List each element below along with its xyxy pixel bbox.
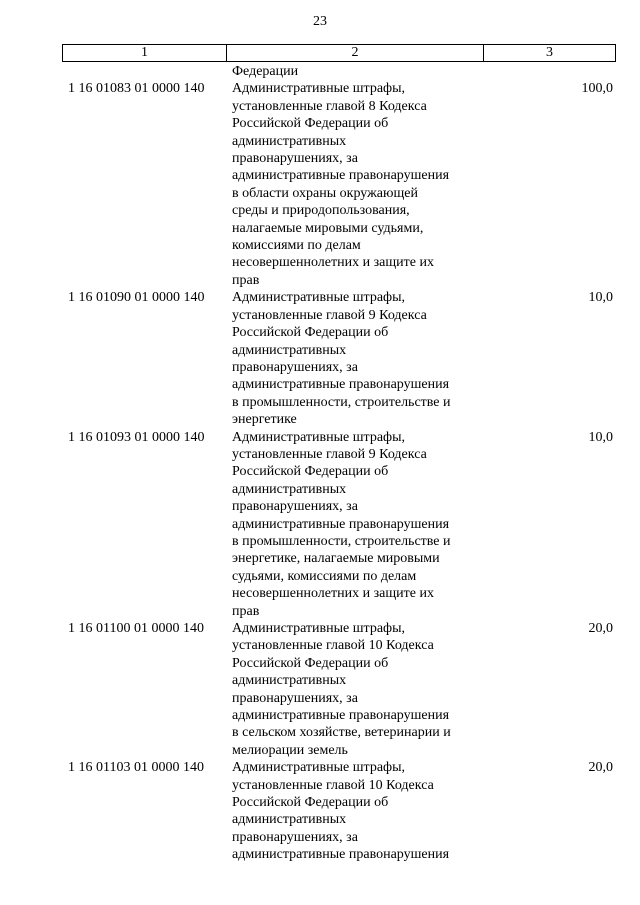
column-number-header xyxy=(62,44,616,62)
header-col-1: 1 xyxy=(63,45,227,62)
revenue-name-line: Административные штрафы, xyxy=(232,81,406,97)
revenue-name-line: установленные главой 8 Кодекса xyxy=(232,98,427,114)
revenue-name-line: налагаемые мировыми судьями, xyxy=(232,220,424,236)
revenue-name-line: прав xyxy=(232,603,260,619)
revenue-name-line: административных xyxy=(232,133,347,149)
revenue-name-line: прав xyxy=(232,272,260,288)
revenue-name-line: в промышленности, строительстве и xyxy=(232,394,451,410)
revenue-name xyxy=(232,80,482,289)
revenue-name xyxy=(232,289,482,428)
revenue-name-line: энергетике xyxy=(232,412,297,428)
revenue-code: 1 16 01103 01 0000 140 xyxy=(68,760,204,776)
revenue-name-line: правонарушениях, за xyxy=(232,690,358,706)
revenue-amount: 100,0 xyxy=(581,81,613,97)
revenue-rows xyxy=(62,80,614,863)
revenue-name-line: энергетике, налагаемые мировыми xyxy=(232,551,440,567)
revenue-name-line: Российской Федерации об xyxy=(232,655,389,671)
revenue-name-line: судьями, комиссиями по делам xyxy=(232,568,417,584)
revenue-name-line: установленные главой 9 Кодекса xyxy=(232,307,427,323)
revenue-name-line: административных xyxy=(232,481,347,497)
revenue-name-line: Административные штрафы, xyxy=(232,760,406,776)
revenue-name-line: Административные штрафы, xyxy=(232,290,406,306)
revenue-amount: 10,0 xyxy=(588,290,613,306)
revenue-name-line: административных xyxy=(232,342,347,358)
revenue-name-line: правонарушениях, за xyxy=(232,151,358,167)
revenue-amount: 10,0 xyxy=(588,429,613,445)
revenue-name-line: Российской Федерации об xyxy=(232,464,389,480)
revenue-name-line: Административные штрафы, xyxy=(232,429,406,445)
revenue-name-line: правонарушениях, за xyxy=(232,499,358,515)
revenue-name-line: Российской Федерации об xyxy=(232,795,389,811)
revenue-name-line: Российской Федерации об xyxy=(232,325,389,341)
table-row xyxy=(62,620,614,759)
revenue-name xyxy=(232,429,482,620)
revenue-name-line: установленные главой 10 Кодекса xyxy=(232,638,434,654)
table-row xyxy=(62,759,614,863)
revenue-name-line: Российской Федерации об xyxy=(232,116,389,132)
table-row xyxy=(62,80,614,289)
header-col-3: 3 xyxy=(484,45,616,62)
header-col-2: 2 xyxy=(227,45,484,62)
revenue-name-line: административных xyxy=(232,812,347,828)
table-row xyxy=(62,429,614,620)
revenue-code: 1 16 01083 01 0000 140 xyxy=(68,81,205,97)
revenue-name-line: несовершеннолетних и защите их xyxy=(232,255,434,271)
revenue-name-line: в области охраны окружающей xyxy=(232,185,418,201)
revenue-name-line: административные правонарушения xyxy=(232,168,450,184)
revenue-name-line: административные правонарушения xyxy=(232,516,450,532)
revenue-name-line: среды и природопользования, xyxy=(232,203,410,219)
revenue-code: 1 16 01100 01 0000 140 xyxy=(68,621,204,636)
revenue-name-line: мелиорации земель xyxy=(232,742,348,758)
revenue-name-line: установленные главой 9 Кодекса xyxy=(232,446,427,462)
revenue-name-line: несовершеннолетних и защите их xyxy=(232,586,434,602)
revenue-name-line: установленные главой 10 Кодекса xyxy=(232,777,434,793)
header-row xyxy=(63,45,616,62)
revenue-name-line: административные правонарушения xyxy=(232,377,450,393)
page-number: 23 xyxy=(313,14,327,29)
revenue-name-line: Административные штрафы, xyxy=(232,621,406,636)
continuation-text: Федерации xyxy=(232,64,299,79)
revenue-code: 1 16 01090 01 0000 140 xyxy=(68,290,205,306)
revenue-name-line: правонарушениях, за xyxy=(232,829,358,845)
revenue-name-line: комиссиями по делам xyxy=(232,238,361,254)
revenue-name-line: административные правонарушения xyxy=(232,708,450,724)
revenue-name-line: административных xyxy=(232,673,347,689)
revenue-name xyxy=(232,620,482,759)
revenue-name-line: в сельском хозяйстве, ветеринарии и xyxy=(232,725,451,741)
revenue-amount: 20,0 xyxy=(588,621,613,636)
revenue-name-line: административные правонарушения xyxy=(232,847,450,863)
revenue-name-line: правонарушениях, за xyxy=(232,359,358,375)
revenue-code: 1 16 01093 01 0000 140 xyxy=(68,429,205,445)
revenue-name-line: в промышленности, строительстве и xyxy=(232,533,451,549)
revenue-name xyxy=(232,759,482,863)
revenue-amount: 20,0 xyxy=(588,760,613,776)
table-row xyxy=(62,289,614,428)
table-body xyxy=(62,63,614,864)
